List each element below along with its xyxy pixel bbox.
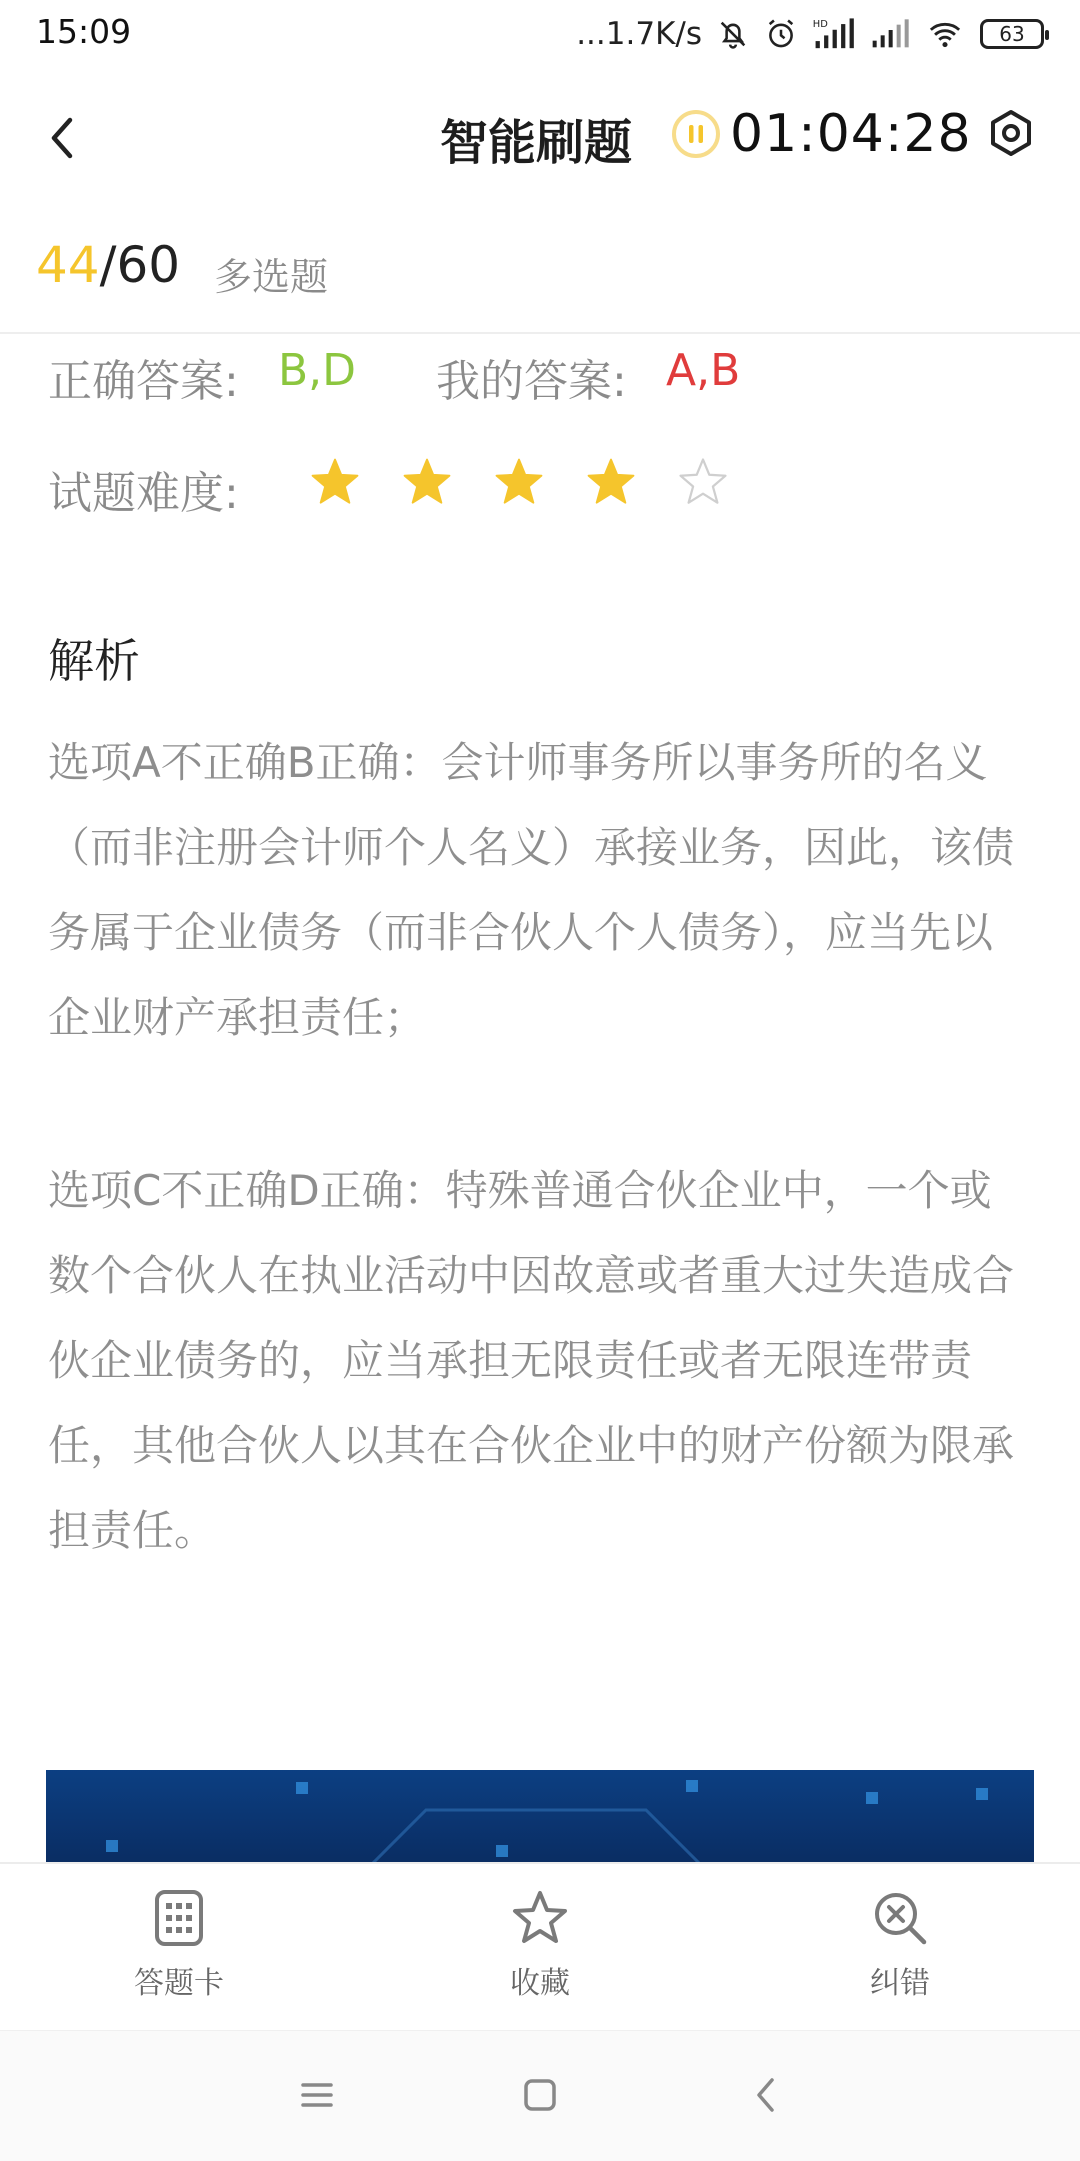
star-filled-icon xyxy=(492,455,546,509)
ad-banner[interactable] xyxy=(46,1770,1034,1862)
timer xyxy=(672,104,972,164)
question-type: 多选题 xyxy=(214,255,329,299)
square-icon xyxy=(510,2070,570,2120)
settings-button[interactable] xyxy=(986,108,1036,158)
system-back-button[interactable] xyxy=(737,2070,797,2120)
analysis-paragraph: 选项A不正确B正确：会计师事务所以事务所的名义（而非注册会计师个人名义）承接业务，因此，该债务属于企业债务（而非合伙人个人债务），应当先以企业财产承担责任； xyxy=(48,738,1015,1042)
current-question: 44 xyxy=(36,236,100,294)
answer-card-icon xyxy=(151,1888,207,1948)
correct-answer-label: 正确答案: xyxy=(48,356,239,407)
chevron-left-icon xyxy=(737,2070,797,2120)
answer-card-label: 答题卡 xyxy=(134,1966,224,2001)
pause-icon[interactable] xyxy=(672,110,720,158)
difficulty-label: 试题难度: xyxy=(48,468,239,519)
difficulty-rating xyxy=(308,455,730,509)
menu-icon xyxy=(287,2070,347,2120)
search-x-icon xyxy=(870,1888,930,1948)
page-title: 智能刷题 xyxy=(440,115,633,171)
correct-answer-value: B,D xyxy=(278,345,357,396)
gear-icon xyxy=(986,108,1036,158)
battery-icon xyxy=(980,19,1044,49)
answer-card-button[interactable] xyxy=(79,1888,279,2002)
recents-button[interactable] xyxy=(287,2070,347,2120)
home-button[interactable] xyxy=(510,2070,570,2120)
favorite-button[interactable] xyxy=(440,1888,640,2002)
analysis-paragraph: 选项C不正确D正确：特殊普通合伙企业中，一个或数个合伙人在执业活动中因故意或者重大过失造成合伙企业债务的，应当承担无限责任或者无限连带责任，其他合伙人以其在合伙企业中的财产份额为限承担责任。 xyxy=(48,1166,1015,1555)
star-filled-icon xyxy=(400,455,454,509)
status-time: 15:09 xyxy=(36,12,132,51)
network-speed: ...1.7K/s xyxy=(576,16,702,52)
chevron-left-icon xyxy=(38,108,88,168)
my-answer-label: 我的答案: xyxy=(436,356,627,407)
svg-text:HD: HD xyxy=(812,18,828,30)
signal-hd-icon xyxy=(812,17,856,51)
star-empty-icon xyxy=(676,455,730,509)
alarm-icon xyxy=(764,17,798,51)
battery-level: 63 xyxy=(999,22,1025,46)
divider xyxy=(0,332,1080,334)
wifi-icon xyxy=(924,17,966,51)
analysis-title: 解析 xyxy=(48,634,140,688)
total-questions: /60 xyxy=(99,236,181,294)
report-error-button[interactable] xyxy=(800,1888,1000,2002)
star-outline-icon xyxy=(510,1888,570,1948)
mute-bell-icon xyxy=(716,17,750,51)
report-error-label: 纠错 xyxy=(870,1966,930,2001)
status-icons xyxy=(576,12,1044,56)
star-filled-icon xyxy=(584,455,638,509)
question-progress xyxy=(36,236,180,294)
signal-icon xyxy=(870,17,910,51)
timer-text: 01:04:28 xyxy=(730,104,972,164)
my-answer-value: A,B xyxy=(666,345,741,396)
star-filled-icon xyxy=(308,455,362,509)
back-button[interactable] xyxy=(38,108,88,168)
favorite-label: 收藏 xyxy=(510,1966,570,2001)
